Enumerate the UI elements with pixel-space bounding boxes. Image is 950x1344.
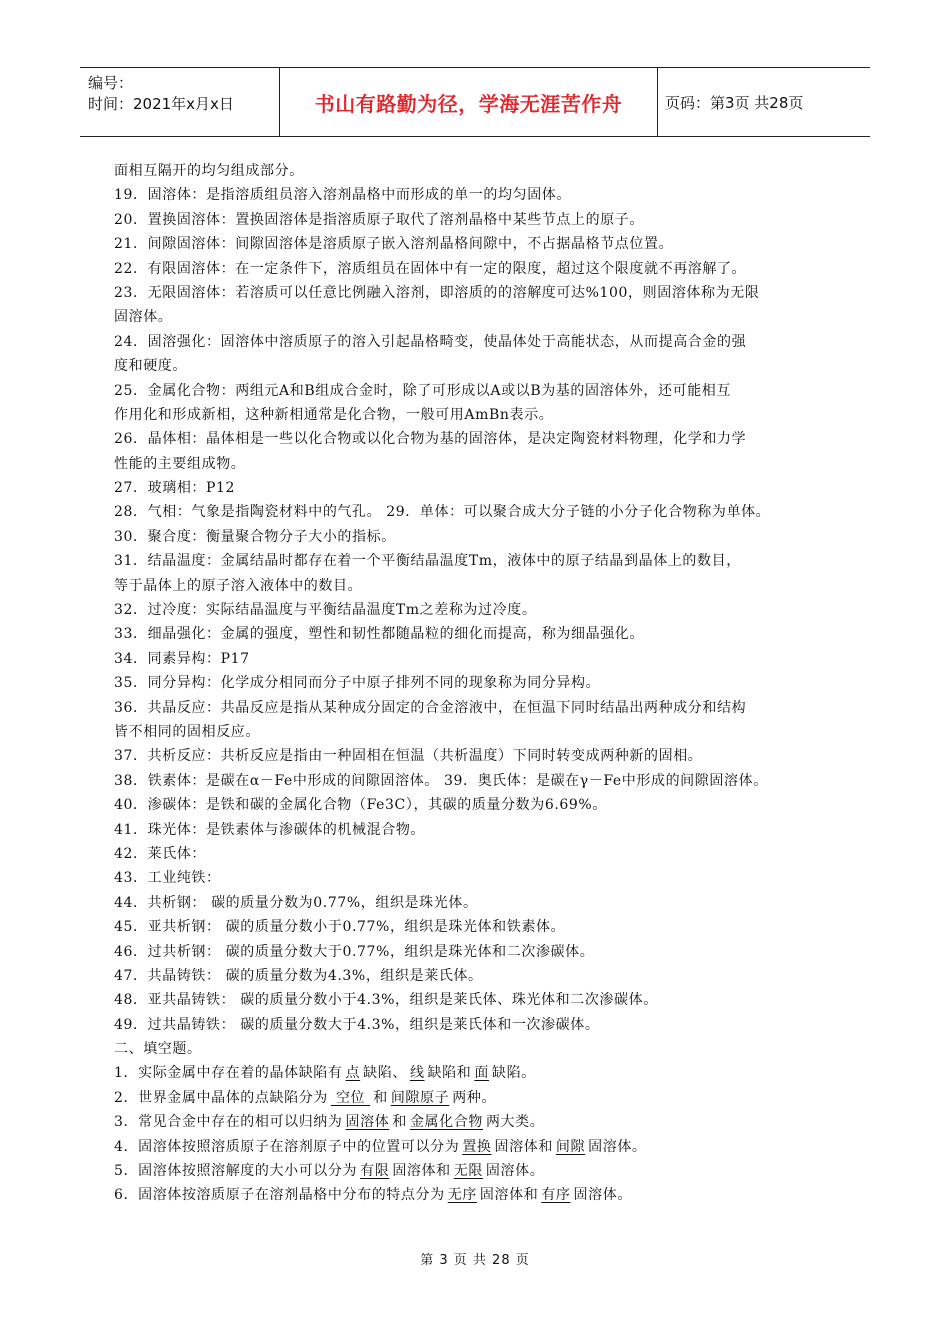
answer-blank: 无限 (453, 1163, 483, 1180)
text-line: 30．聚合度：衡量聚合物分子大小的指标。 (114, 528, 396, 545)
text-line: 19．固溶体：是指溶质组员溶入溶剂晶格中而形成的单一的均匀固体。 (114, 187, 572, 204)
text-line: 48．亚共晶铸铁： 碳的质量分数小于4.3%，组织是莱氏体、珠光体和二次渗碳体。 (114, 992, 658, 1009)
answer-blank: 金属化合物 (409, 1114, 483, 1131)
header-meta (88, 73, 234, 115)
header-divider (657, 68, 658, 136)
text-line: 等于晶体上的原子溶入液体中的数目。 (114, 577, 363, 594)
text-line: 47．共晶铸铁： 碳的质量分数为4.3%，组织是莱氏体。 (114, 967, 483, 984)
header-motto: 书山有路勤为径，学海无涯苦作舟 (314, 91, 623, 116)
text-line: 44．共析钢： 碳的质量分数为0.77%，组织是珠光体。 (114, 894, 478, 911)
text-line: 固溶体。 (114, 309, 173, 326)
text-line: 43．工业纯铁： (114, 870, 221, 887)
section-heading: 二、填空题。 (114, 1041, 202, 1058)
text-line: 26．晶体相：晶体相是一些以化合物或以化合物为基的固溶体，是决定陶瓷材料物理，化学和力学 (114, 431, 747, 448)
text-line: 作用化和形成新相，这种新相通常是化合物，一般可用AmBn表示。 (114, 406, 554, 423)
answer-blank: 面 (474, 1065, 489, 1082)
text-line: 度和硬度。 (114, 358, 187, 375)
answer-blank: 空位 (330, 1089, 371, 1106)
text-line: 34．同素异构：P17 (114, 650, 250, 667)
answer-blank: 固溶体 (345, 1114, 390, 1131)
text-line: 35．同分异构：化学成分相同而分子中原子排列不同的现象称为同分异构。 (114, 675, 601, 692)
text-line: 32．过冷度：实际结晶温度与平衡结晶温度Tm之差称为过冷度。 (114, 602, 537, 619)
text-line: 33．细晶强化：金属的强度，塑性和韧性都随晶粒的细化而提高，称为细晶强化。 (114, 626, 645, 643)
text-line: 23．无限固溶体：若溶质可以任意比例融入溶剂，即溶质的的溶解度可达%100，则固溶体称为无限 (114, 284, 760, 301)
time-label: 时间：2021年x月x日 (88, 95, 234, 113)
text-line: 38．铁素体：是碳在α－Fe中形成的间隙固溶体。 39．奥氏体：是碳在γ－Fe中形成的间隙固溶体。 (114, 772, 768, 789)
answer-blank: 有限 (360, 1163, 390, 1180)
text-line: 40．渗碳体：是铁和碳的金属化合物（Fe3C），其碳的质量分数为6.69%。 (114, 797, 607, 814)
text-line: 22．有限固溶体：在一定条件下，溶质组员在固体中有一定的限度，超过这个限度就不再溶解了。 (114, 260, 747, 277)
answer-blank: 无序 (447, 1187, 477, 1204)
text-line: 27．玻璃相：P12 (114, 480, 236, 497)
text-line: 皆不相同的固相反应。 (114, 723, 260, 740)
answer-blank: 点 (345, 1065, 361, 1082)
text-line: 24．固溶强化：固溶体中溶质原子的溶入引起晶格畸变，使晶体处于高能状态，从而提高合金的强 (114, 333, 747, 350)
fill-question-6: 6．固溶体按溶质原子在溶剂晶格中分布的特点分为 无序 固溶体和 有序 固溶体。 (114, 1187, 632, 1204)
fill-question-2: 2．世界金属中晶体的点缺陷分为 空位 和 间隙原子 两种。 (114, 1089, 497, 1106)
page-footer: 第 3 页 共 28 页 (420, 1253, 530, 1268)
answer-blank: 间隙 (555, 1138, 586, 1155)
text-line: 41．珠光体：是铁素体与渗碳体的机械混合物。 (114, 821, 426, 838)
text-line: 31．结晶温度：金属结晶时都存在着一个平衡结晶温度Tm，液体中的原子结晶到晶体上的数目， (114, 553, 741, 570)
text-line: 性能的主要组成物。 (114, 455, 246, 472)
text-line: 49．过共晶铸铁： 碳的质量分数大于4.3%，组织是莱氏体和一次渗碳体。 (114, 1016, 600, 1033)
fill-question-4: 4．固溶体按照溶质原子在溶剂原子中的位置可以分为 置换 固溶体和 间隙 固溶体。 (114, 1138, 647, 1155)
page-header (80, 67, 870, 137)
text-line: 42．莱氏体： (114, 845, 207, 862)
answer-blank: 有序 (541, 1187, 571, 1204)
document-body (114, 159, 844, 1208)
fill-question-5: 5．固溶体按照溶解度的大小可以分为 有限 固溶体和 无限 固溶体。 (114, 1163, 545, 1180)
text-line: 20．置换固溶体：置换固溶体是指溶质原子取代了溶剂晶格中某些节点上的原子。 (114, 211, 645, 228)
number-label: 编号： (88, 74, 134, 92)
text-line: 36．共晶反应：共晶反应是指从某种成分固定的合金溶液中，在恒温下同时结晶出两种成分和结构 (114, 699, 747, 716)
fill-question-3: 3．常见合金中存在的相可以归纳为 固溶体 和 金属化合物 两大类。 (114, 1114, 545, 1131)
text-line: 37．共析反应：共析反应是指由一种固相在恒温（共析温度）下同时转变成两种新的固相。 (114, 748, 703, 765)
answer-blank: 间隙原子 (390, 1089, 450, 1106)
header-page-info: 页码：第3页 共28页 (665, 93, 804, 112)
text-line: 46．过共析钢： 碳的质量分数大于0.77%，组织是珠光体和二次渗碳体。 (114, 943, 595, 960)
text-line: 21．间隙固溶体：间隙固溶体是溶质原子嵌入溶剂晶格间隙中，不占据晶格节点位置。 (114, 236, 674, 253)
text-line: 面相互隔开的均匀组成部分。 (114, 163, 304, 179)
text-line: 45．亚共析钢： 碳的质量分数小于0.77%，组织是珠光体和铁素体。 (114, 919, 566, 936)
answer-blank: 置换 (462, 1138, 492, 1155)
answer-blank: 线 (409, 1065, 425, 1082)
text-line: 28．气相：气象是指陶瓷材料中的气孔。 29．单体：可以聚合成大分子链的小分子化合物称为单体。 (114, 504, 771, 521)
fill-question-1: 1．实际金属中存在着的晶体缺陷有 点 缺陷、 线 缺陷和 面 缺陷。 (114, 1065, 536, 1082)
text-line: 25．金属化合物：两组元A和B组成合金时，除了可形成以A或以B为基的固溶体外，还可能相互 (114, 382, 732, 399)
